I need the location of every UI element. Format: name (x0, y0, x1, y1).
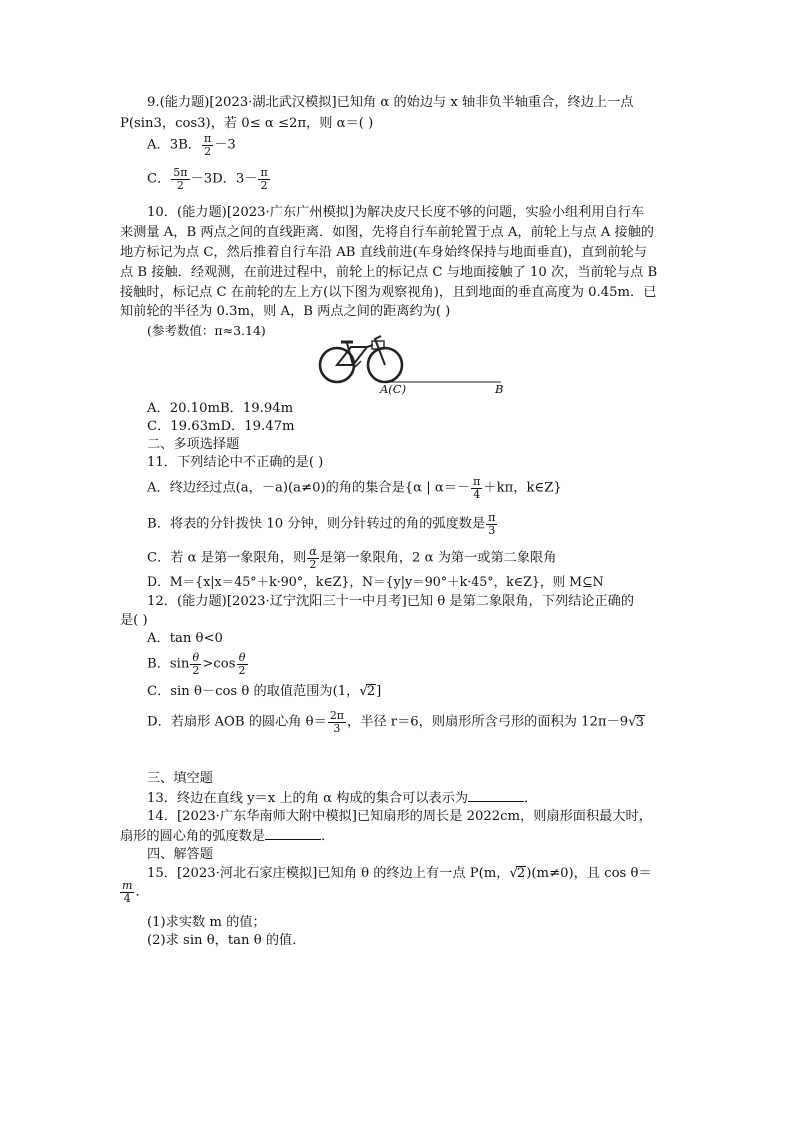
five-pi-over-2-fraction: $\frac{5\pi}{2}$ (173, 166, 188, 192)
pi-over-2-fraction: $\frac{\pi}{2}$ (203, 132, 212, 158)
q11-option-a: A．终边经过点(a，－a)(a≠0)的角的集合是{α | α＝－ $\frac{\pi}{4}$ ＋kπ，k∈Z} (147, 475, 562, 501)
sqrt-2: 2 (366, 684, 376, 699)
q15-part1: (1)求实数 m 的值； (147, 915, 266, 930)
label-b: B (495, 382, 504, 396)
m-over-4-fraction: $\frac{m}{4}$ ． (122, 879, 149, 905)
q11-option-c: C．若 α 是第一象限角，则 $\frac{\alpha}{2}$ 是第一象限角，2 α 为第一或第二象限角 (147, 545, 557, 571)
q10-line3: 地方标记为点 C，然后推着自行车沿 AB 直线前进(车身始终保持与地面垂直)，直到前轮与 (120, 245, 647, 260)
theta-over-2-fraction: $\frac{\theta}{2}$ (192, 651, 200, 677)
q10-line2: 来测量 A，B 两点之间的直线距离．如图，先将自行车前轮置于点 A，前轮上与点 A 接触的 (120, 225, 654, 240)
q10-reference-value: (参考数值：π≈3.14) (147, 323, 266, 338)
pi-over-4-fraction: $\frac{\pi}{4}$ (473, 475, 481, 501)
q9-line1: 9.(能力题)[2023·湖北武汉模拟]已知角 α 的始边与 x 轴非负半轴重合，终边上一点 (147, 95, 634, 110)
label-a-c: A(C) (380, 382, 407, 396)
section-fill-in: 三、填空题 (147, 771, 213, 786)
q11-option-b: B．将表的分针拨快 10 分钟，则分针转过的角的弧度数是 $\frac{\pi}{3}$ (147, 511, 496, 537)
q12-line1: 12．(能力题)[2023·辽宁沈阳三十一中月考]已知 θ 是第二象限角，下列结论正确的 (147, 594, 635, 609)
q11-stem: 11．下列结论中不正确的是( ) (147, 455, 324, 470)
q12-option-d: D．若扇形 AOB 的圆心角 θ＝ $\frac{2\pi}{3}$ ，半径 r＝6，则扇形所含弓形的面积为 12π－9√3 (147, 709, 644, 735)
two-pi-over-3-fraction: $\frac{2\pi}{3}$ (329, 709, 345, 735)
q12-option-b: B．sin $\frac{\theta}{2}$ >cos $\frac{\theta}{2}$ (147, 651, 246, 677)
q14-line2: 扇形的圆心角的弧度数是 ． (120, 829, 335, 844)
q12-line2: 是( ) (120, 613, 148, 628)
q9-options-ab: A．3B． $\frac{\pi}{2}$ －3 (147, 132, 236, 158)
pi-over-2-fraction: $\frac{\pi}{2}$ (260, 166, 268, 192)
q9-line2: P(sin3，cos3)，若 0≤ α ≤2π，则 α＝( ) (120, 116, 374, 131)
q9-opt-a-label: A．3B． (147, 137, 201, 153)
q10-line1: 10．(能力题)[2023·广东广州模拟]为解决皮尺长度不够的问题，实验小组利用自行车 (147, 205, 645, 220)
q15-line1: 15．[2023·河北石家庄模拟]已知角 θ 的终边上有一点 P(m，√2)(m≠0)，且 cos θ＝ (147, 866, 652, 881)
alpha-over-2-fraction: $\frac{\alpha}{2}$ (309, 545, 317, 571)
theta-over-2-fraction: $\frac{\theta}{2}$ (238, 651, 246, 677)
q12-option-a: A．tan θ<0 (147, 631, 223, 646)
answer-blank (468, 801, 524, 802)
section-multiple-choice: 二、多项选择题 (147, 437, 240, 452)
q10-line6: 知前轮的半径为 0.3m，则 A，B 两点之间的距离约为( ) (120, 304, 451, 319)
q10-options-ab: A．20.10mB．19.94m (147, 401, 294, 416)
q10-line5: 接触时，标记点 C 在前轮的左上方(以下图为观察视角)，且到地面的垂直高度为 0.45m．已 (120, 285, 657, 300)
q12-option-c: C．sin θ－cos θ 的取值范围为(1，√2] (147, 684, 382, 699)
q9-options-cd: C． $\frac{5\pi}{2}$ －3D．3－ $\frac{\pi}{2}$ (147, 166, 268, 192)
bicycle-figure (315, 333, 515, 397)
q15-part2: (2)求 sin θ，tan θ 的值． (147, 933, 306, 948)
pi-over-3-fraction: $\frac{\pi}{3}$ (488, 511, 496, 537)
answer-blank (265, 839, 321, 840)
sqrt-3: 3 (635, 714, 644, 730)
q13: 13．终边在直线 y＝x 上的角 α 构成的集合可以表示为 ． (147, 791, 538, 806)
q10-line4: 点 B 接触．经观测，在前进过程中，前轮上的标记点 C 与地面接触了 10 次，当前轮与点 B (120, 265, 658, 280)
q11-option-d: D．M＝{x|x＝45°＋k·90°，k∈Z}，N＝{y|y＝90°＋k·45°，k∈Z}，则 M⊆N (147, 574, 604, 589)
section-solutions: 四、解答题 (147, 847, 213, 862)
q14-line1: 14．[2023·广东华南师大附中模拟]已知扇形的周长是 2022cm，则扇形面积最大时， (147, 809, 652, 824)
sqrt-2: 2 (516, 866, 526, 881)
q10-options-cd: C．19.63mD．19.47m (147, 419, 295, 434)
